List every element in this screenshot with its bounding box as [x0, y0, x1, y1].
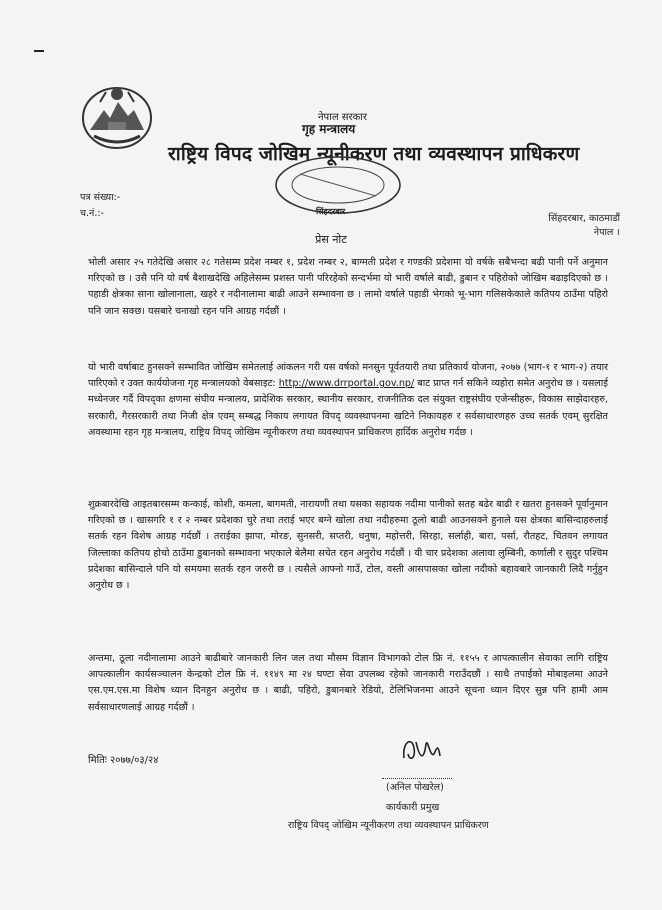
letter-number: पत्र संख्या:-	[80, 192, 121, 203]
punch-mark	[34, 50, 44, 52]
paragraph-2-start: यो भारी वर्षाबाट हुनसक्ने सम्भावित जोखिम समेतलाई आंकलन गरी यस वर्षको मनसुन पूर्वतयारी तथा प्रतिकार्य योजना, २०७७ (भाग-१ र भाग-२) तयार पारिएको र उक्त कार्ययोजना गृह मन्त्रालयको वेबसाइट:	[88, 362, 608, 390]
dispatch-number: च.नं.:-	[80, 208, 104, 219]
portal-link[interactable]: http://www.drrportal.gov.np/	[278, 378, 415, 390]
handwritten-signature	[398, 732, 444, 766]
paragraph-3: शुक्रबारदेखि आइतबारसम्म कन्काई, कोशी, कमला, बागमती, नारायणी तथा यसका सहायक नदीमा पानीको सतह बढेर बाढी र खतरा हुनसक्ने पूर्वानुमान गरिएको छ । खासगरि १ र २ नम्बर प्रदेशका चुरे तथा तराई भएर बग्ने खोला तथा नदीहरुमा ठूलो बाढी आउनसक्ने हुनाले यस क्षेत्रका बासिन्दाहरुलाई सतर्क रहन विशेष आग्रह गर्दछौं । तराईका झापा, मोरङ, सुनसरी, सप्तरी, धनुषा, महोत्तरी, सिरहा, सर्लाही, बारा, पर्सा, रौतहट, चितवन लगायत जिल्लाका कतिपय होचो ठाउँमा डुबानको सम्भावना भएकाले बेलैमा सचेत रहन अनुरोध गर्दछौं । यी चार प्रदेशका अलावा लुम्बिनी, कर्णाली र सुदुर पश्चिम प्रदेशका बासिन्दाले पनि यो समयमा सतर्क रहन जरुरी छ । त्यसैले आफ्नो गाउँ, टोल, वस्ती आसपासका खोला नदीको बहावबारे जानकारी लिदै गर्नुहुन अनुरोध छ ।	[88, 499, 608, 592]
signatory-title: कार्यकारी प्रमुख	[386, 802, 440, 813]
authority-name: राष्ट्रिय विपद जोखिम न्यूनीकरण तथा व्यवस्थापन प्राधिकरण	[168, 143, 580, 165]
signatory-name: (अनिल पोखरेल)	[386, 782, 444, 793]
ministry-name: गृह मन्त्रालय	[302, 122, 356, 136]
nepal-emblem-icon	[80, 80, 154, 152]
place-line-2: नेपाल ।	[593, 227, 620, 238]
press-note-title: प्रेस नोट	[315, 233, 347, 246]
paragraph-4: अन्तमा, ठूला नदीनालामा आउने बाढीबारे जानकारी लिन जल तथा मौसम विज्ञान विभागको टोल फ्रि नं. ११५५ र आपत्कालीन सेवाका लागि राष्ट्रिय आपत्कालीन कार्यसञ्चालन केन्द्रको टोल फ्रि नं. ११४९ मा २४ घण्टा सेवा उपलब्ध रहेको जानकारी गराउँदछौं । साथै तपाईको मोबाइलमा आउने एस.एम.एस.मा विशेष ध्यान दिनहुन अनुरोध छ । बाढी, पहिरो, डुबानबारे रेडियो, टेलिभिजनमा आउने सूचना ध्यान दिएर सुन्न पनि हामी आम सर्वसाधारणलाई आग्रह गर्दछौं ।	[88, 653, 608, 713]
paragraph-2-end: बाट प्राप्त गर्न सकिने व्यहोरा समेत अनुरोध छ । यसलाई मध्येनजर गर्दै विपद्का क्षणमा संघीय मन्त्रालय, प्रादेशिक सरकार, स्थानीय सरकार, राजनीतिक दल संयुक्त राष्ट्रसंघीय एजेन्सीहरू, विकास साझेदारहरु, सरकारी, गैरसरकारी तथा निजी क्षेत्र एवम् सम्बद्ध निकाय लगायत विपद् व्यवस्थापनमा खटिने निकायहरु र सर्वसाधारणहरु उच्च सतर्क एवम् सुरक्षित अवस्थामा रहन गृह मन्त्रालय, राष्ट्रिय विपद् जोखिम न्यूनीकरण तथा व्यवस्थापन प्राधिकरण हार्दिक अनुरोध गर्दछ ।	[88, 378, 608, 438]
paragraph-1: भोली असार २५ गतेदेखि असार २८ गतेसम्म प्रदेश नम्बर १, प्रदेश नम्बर २, बाग्मती प्रदेश र गण्डकी प्रदेशमा यो वर्षके सबैभन्दा बढी पानी पर्ने अनुमान गरिएको छ । उसै पनि यो वर्ष बैशाखदेखि अहिलेसम्म प्रशस्त पानी परिरहेको सन्दर्भमा यो भारी वर्षाले बाढी, डुबान र पहिरोको जोखिम बढाइदिएको छ । पहाडी क्षेत्रका साना खोलानाला, खहरे र नदीनालामा बाढी आउने सम्भावना छ । लामो वर्षाले पहाडी भेगको भू-भाग गलिसकेकाले कतिपय ठाउँमा पहिरो पनि जान सक्छ। यसबारे चनाखो रहन पनि आग्रह गर्दछौं ।	[88, 257, 608, 317]
paragraph-2	[88, 360, 608, 441]
document-date: मितिः २०७७/०३/२४	[88, 755, 159, 766]
place-line-1: सिंहदरबार, काठमाडौं	[548, 213, 620, 224]
seal-text: सिंहदरबार	[316, 207, 346, 216]
signature-line	[382, 778, 452, 779]
signatory-organization: राष्ट्रिय विपद् जोखिम न्यूनीकरण तथा व्यवस्थापन प्राधिकरण	[288, 820, 489, 831]
government-name: नेपाल सरकार	[318, 112, 367, 123]
